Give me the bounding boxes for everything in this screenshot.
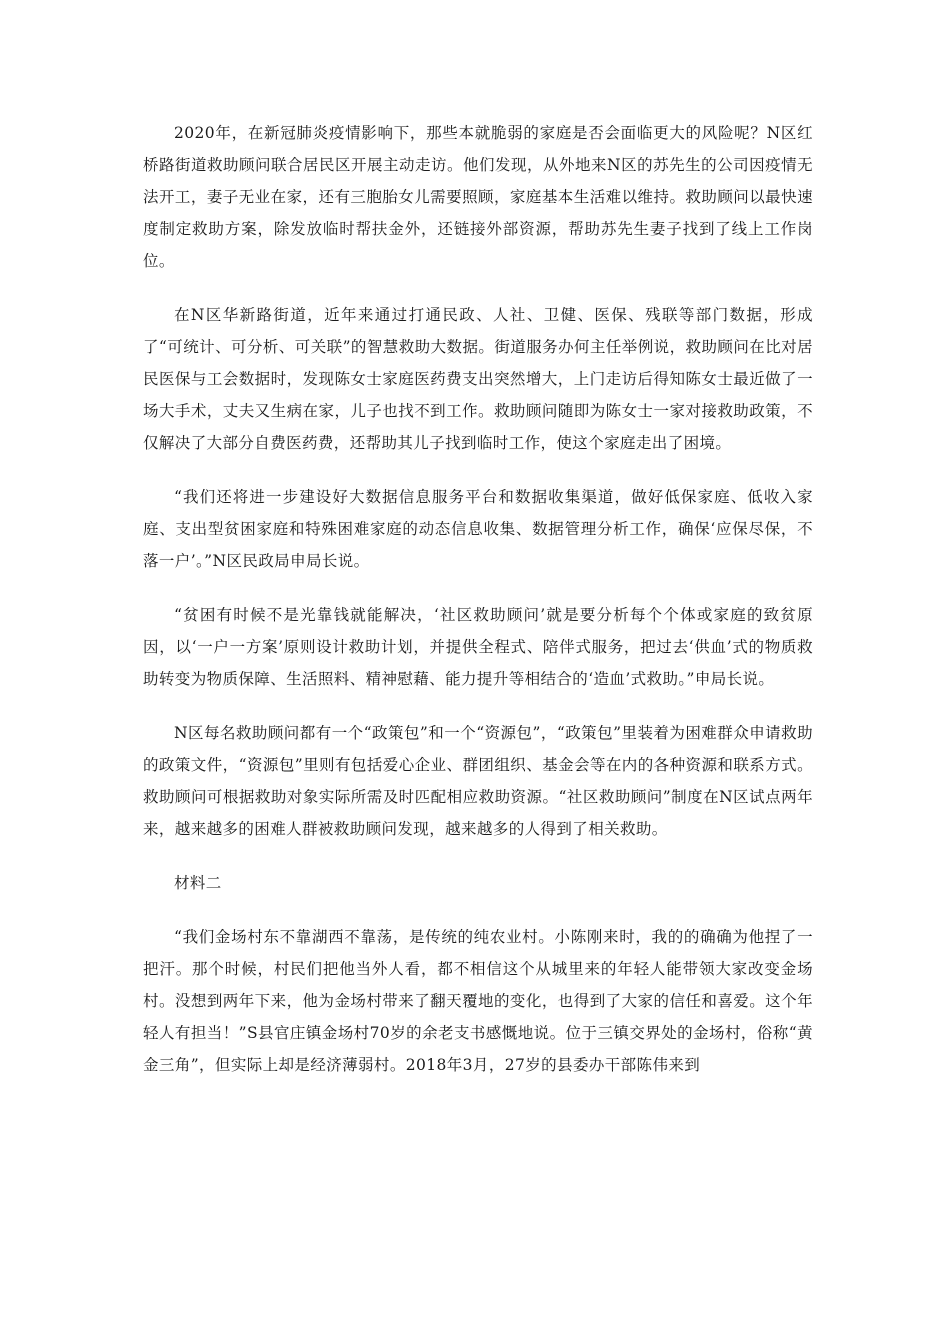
document-page (143, 117, 813, 1103)
paragraph-1: 2020年，在新冠肺炎疫情影响下，那些本就脆弱的家庭是否会面临更大的风险呢？N区红桥路街道救助顾问联合居民区开展主动走访。他们发现，从外地来N区的苏先生的公司因疫情无法开工，妻子无业在家，还有三胞胎女儿需要照顾，家庭基本生活难以维持。救助顾问以最快速度制定救助方案，除发放临时帮扶金外，还链接外部资源，帮助苏先生妻子找到了线上工作岗位。 (143, 124, 813, 270)
section-heading: 材料二 (174, 874, 222, 892)
paragraph-5: N区每名救助顾问都有一个“政策包”和一个“资源包”，“政策包”里装着为困难群众申请救助的政策文件，“资源包”里则有包括爱心企业、群团组织、基金会等在内的各种资源和联系方式。救助顾问可根据救助对象实际所需及时匹配相应救助资源。“社区救助顾问”制度在N区试点两年来，越来越多的困难人群被救助顾问发现，越来越多的人得到了相关救助。 (143, 724, 813, 838)
paragraph-4: “贫困有时候不是光靠钱就能解决，‘社区救助顾问’就是要分析每个个体或家庭的致贫原因，以‘一户一方案’原则设计救助计划，并提供全程式、陪伴式服务，把过去‘供血’式的物质救助转变为物质保障、生活照料、精神慰藉、能力提升等相结合的‘造血’式救助。”申局长说。 (143, 606, 813, 688)
paragraph-2: 在N区华新路街道，近年来通过打通民政、人社、卫健、医保、残联等部门数据，形成了“可统计、可分析、可关联”的智慧救助大数据。街道服务办何主任举例说，救助顾问在比对居民医保与工会数据时，发现陈女士家庭医药费支出突然增大，上门走访后得知陈女士最近做了一场大手术，丈夫又生病在家，儿子也找不到工作。救助顾问随即为陈女士一家对接救助政策，不仅解决了大部分自费医药费，还帮助其儿子找到临时工作，使这个家庭走出了困境。 (143, 306, 813, 452)
paragraph-3: “我们还将进一步建设好大数据信息服务平台和数据收集渠道，做好低保家庭、低收入家庭、支出型贫困家庭和特殊困难家庭的动态信息收集、数据管理分析工作，确保‘应保尽保，不落一户’。”N区民政局申局长说。 (143, 488, 813, 570)
paragraph-6: “我们金场村东不靠湖西不靠荡，是传统的纯农业村。小陈刚来时，我的的确确为他捏了一把汗。那个时候，村民们把他当外人看，都不相信这个从城里来的年轻人能带领大家改变金场村。没想到两年下来，他为金场村带来了翻天覆地的变化，也得到了大家的信任和喜爱。这个年轻人有担当！”S县官庄镇金场村70岁的余老支书感慨地说。位于三镇交界处的金场村，俗称“黄金三角”，但实际上却是经济薄弱村。2018年3月，27岁的县委办干部陈伟来到 (143, 928, 813, 1074)
